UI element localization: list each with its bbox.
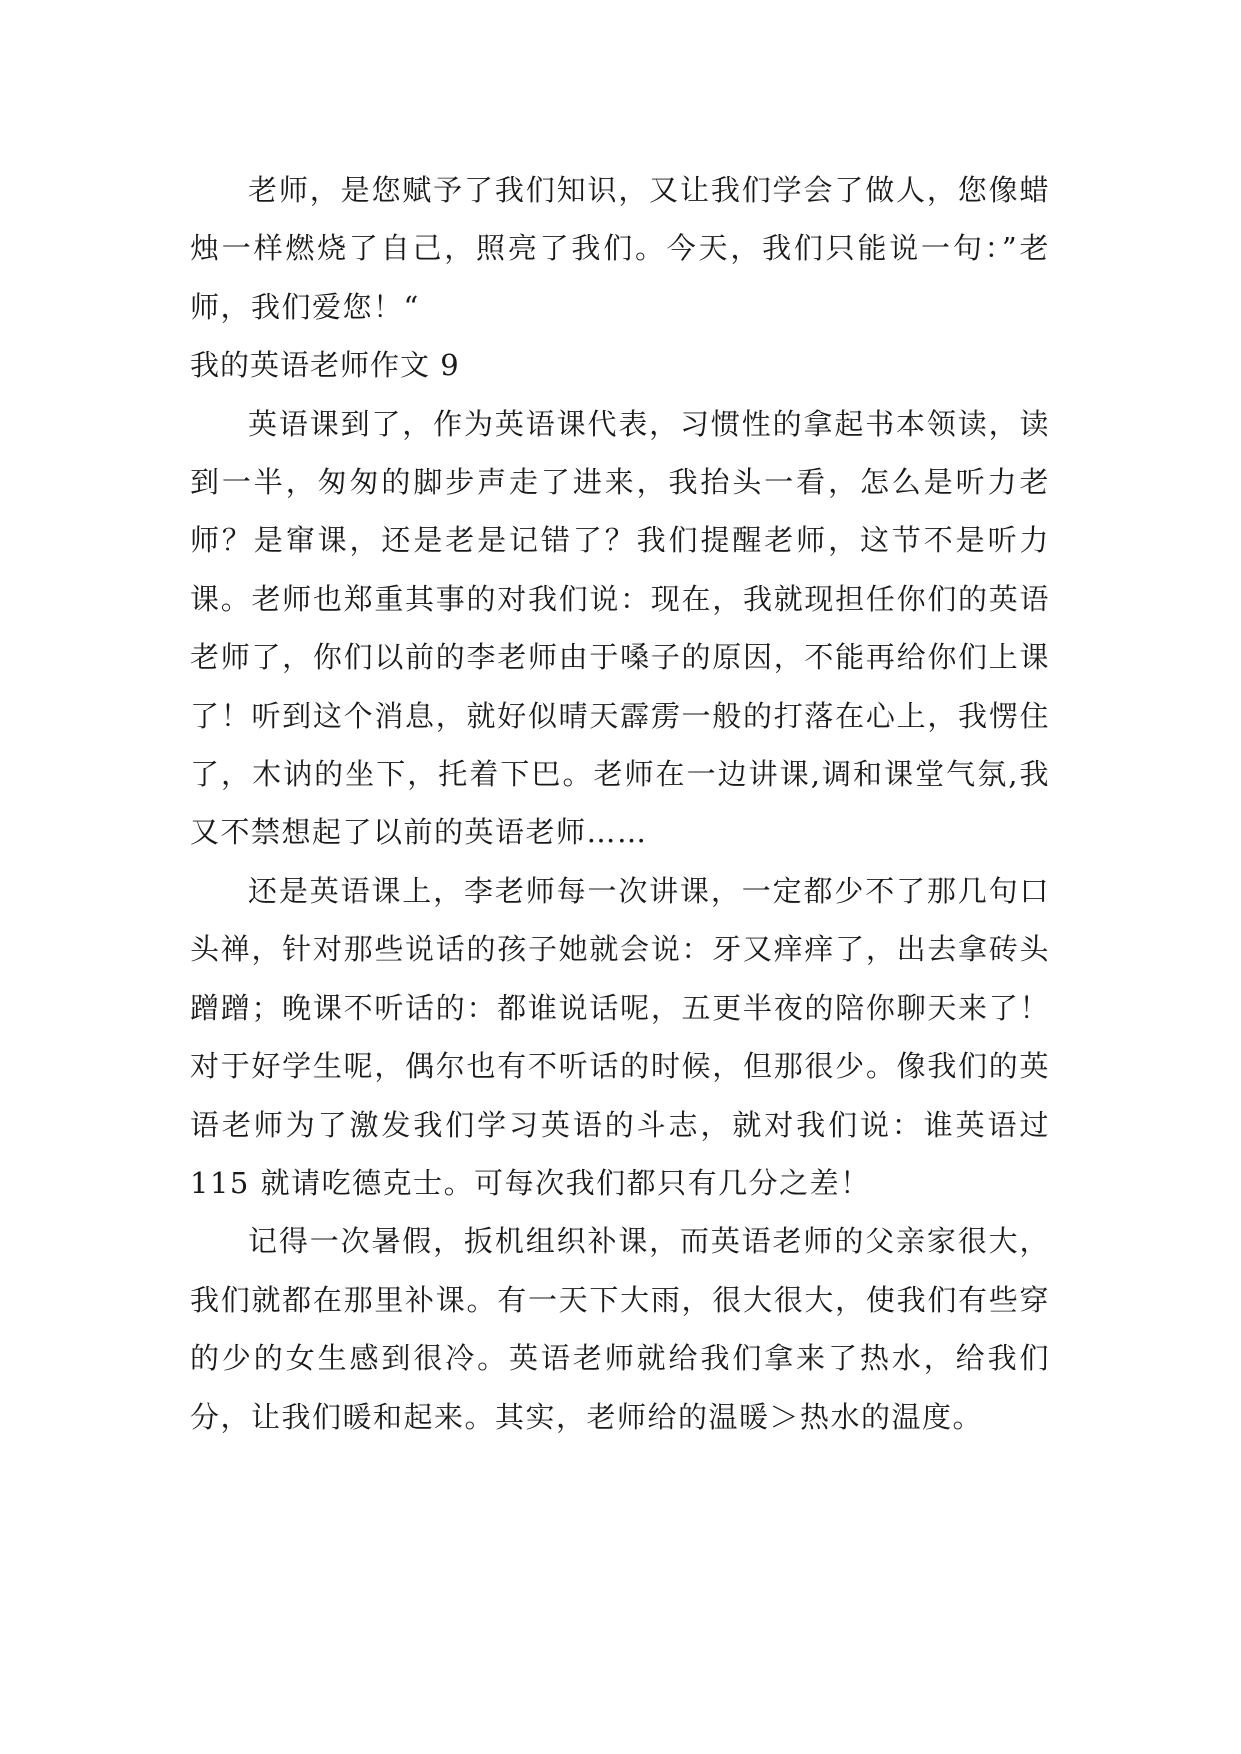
paragraph-2: 还是英语课上，李老师每一次讲课，一定都少不了那几句口头禅，针对那些说话的孩子她就会说：牙又痒痒了，出去拿砖头蹭蹭；晚课不听话的：都谁说话呢，五更半夜的陪你聊天来了！对于好学生呢，偶尔也有不听话的时候，但那很少。像我们的英语老师为了激发我们学习英语的斗志，就对我们说：谁英语过 115 就请吃德克士。可每次我们都只有几分之差！ [190, 873, 1050, 1200]
essay-heading: 我的英语老师作文 9 [190, 348, 460, 383]
document-body [190, 161, 1050, 1446]
paragraph-closing: 老师，是您赋予了我们知识，又让我们学会了做人，您像蜡烛一样燃烧了自己，照亮了我们。今天，我们只能说一句：”老师，我们爱您！“ [190, 173, 1050, 324]
paragraph-3: 记得一次暑假，扳机组织补课，而英语老师的父亲家很大，我们就都在那里补课。有一天下大雨，很大很大，使我们有些穿的少的女生感到很冷。英语老师就给我们拿来了热水，给我们分，让我们暖和起来。其实，老师给的温暖＞热水的温度。 [190, 1224, 1050, 1434]
paragraph-1: 英语课到了，作为英语课代表，习惯性的拿起书本领读，读到一半，匆匆的脚步声走了进来，我抬头一看，怎么是听力老师？是窜课，还是老是记错了？我们提醒老师，这节不是听力课。老师也郑重其事的对我们说：现在，我就现担任你们的英语老师了，你们以前的李老师由于嗓子的原因，不能再给你们上课了！听到这个消息，就好似晴天霹雳一般的打落在心上，我愣住了，木讷的坐下，托着下巴。老师在一边讲课,调和课堂气氛,我又不禁想起了以前的英语老师…… [190, 406, 1050, 850]
